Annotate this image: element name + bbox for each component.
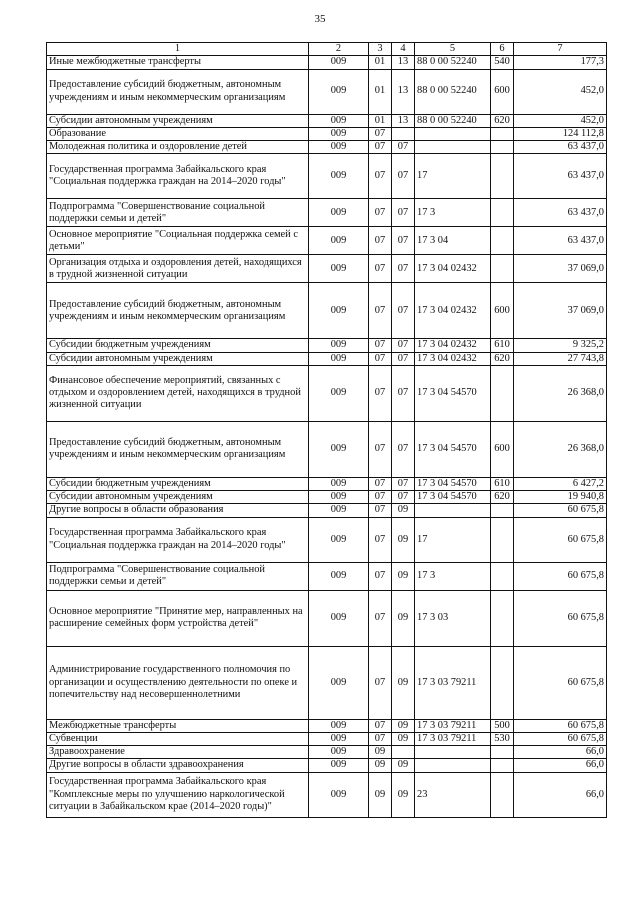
row-grbs-code: 009 [309, 491, 369, 504]
row-expense-type [491, 154, 514, 199]
row-section-code: 07 [369, 199, 392, 227]
table-header-row [47, 43, 607, 56]
table-row [47, 255, 607, 283]
row-target-article [415, 504, 491, 517]
table-row [47, 114, 607, 127]
table-row [47, 365, 607, 421]
row-name: Предоставление субсидий бюджетным, автономным учреждениям и иным некоммерческим организациям [47, 69, 309, 114]
row-grbs-code: 009 [309, 365, 369, 421]
row-target-article [415, 127, 491, 140]
row-section-code: 07 [369, 732, 392, 745]
row-name: Основное мероприятие "Принятие мер, направленных на расширение семейных форм устройства детей" [47, 590, 309, 646]
row-amount: 177,3 [514, 56, 607, 69]
row-subsection-code: 07 [392, 477, 415, 490]
row-target-article: 88 0 00 52240 [415, 69, 491, 114]
row-amount: 452,0 [514, 69, 607, 114]
row-expense-type [491, 504, 514, 517]
row-target-article: 17 3 [415, 199, 491, 227]
row-section-code: 07 [369, 421, 392, 477]
table-row [47, 562, 607, 590]
row-target-article [415, 746, 491, 759]
row-grbs-code: 009 [309, 719, 369, 732]
row-grbs-code: 009 [309, 56, 369, 69]
row-grbs-code: 009 [309, 339, 369, 352]
row-name: Субвенции [47, 732, 309, 745]
row-subsection-code: 09 [392, 732, 415, 745]
row-subsection-code [392, 127, 415, 140]
row-section-code: 07 [369, 227, 392, 255]
table-row [47, 772, 607, 817]
row-subsection-code: 09 [392, 504, 415, 517]
row-amount: 60 675,8 [514, 504, 607, 517]
page-number: 35 [314, 13, 326, 25]
row-name: Субсидии бюджетным учреждениям [47, 477, 309, 490]
row-section-code: 07 [369, 491, 392, 504]
row-target-article: 17 3 03 79211 [415, 732, 491, 745]
row-grbs-code: 009 [309, 127, 369, 140]
row-name: Молодежная политика и оздоровление детей [47, 141, 309, 154]
row-expense-type [491, 590, 514, 646]
row-name: Государственная программа Забайкальского края "Социальная поддержка граждан на 2014–2020 годы" [47, 154, 309, 199]
row-target-article: 88 0 00 52240 [415, 56, 491, 69]
row-section-code: 07 [369, 365, 392, 421]
row-expense-type: 620 [491, 352, 514, 365]
row-subsection-code: 09 [392, 646, 415, 719]
row-expense-type: 620 [491, 114, 514, 127]
table-row [47, 590, 607, 646]
row-amount: 60 675,8 [514, 646, 607, 719]
row-grbs-code: 009 [309, 759, 369, 772]
row-name: Другие вопросы в области образования [47, 504, 309, 517]
row-subsection-code: 09 [392, 562, 415, 590]
row-grbs-code: 009 [309, 114, 369, 127]
row-target-article: 88 0 00 52240 [415, 114, 491, 127]
row-subsection-code: 09 [392, 517, 415, 562]
row-expense-type [491, 365, 514, 421]
row-subsection-code: 13 [392, 114, 415, 127]
row-name: Подпрограмма "Совершенствование социальной поддержки семьи и детей" [47, 199, 309, 227]
row-section-code: 07 [369, 255, 392, 283]
row-expense-type: 600 [491, 283, 514, 339]
column-header: 7 [514, 43, 607, 56]
row-expense-type [491, 759, 514, 772]
row-subsection-code: 07 [392, 421, 415, 477]
row-target-article: 17 3 04 02432 [415, 352, 491, 365]
row-amount: 60 675,8 [514, 517, 607, 562]
row-subsection-code: 07 [392, 154, 415, 199]
row-name: Подпрограмма "Совершенствование социальной поддержки семьи и детей" [47, 562, 309, 590]
row-grbs-code: 009 [309, 590, 369, 646]
row-grbs-code: 009 [309, 141, 369, 154]
row-target-article: 17 3 [415, 562, 491, 590]
row-grbs-code: 009 [309, 421, 369, 477]
row-target-article: 17 3 04 02432 [415, 255, 491, 283]
row-subsection-code: 09 [392, 759, 415, 772]
table-row [47, 746, 607, 759]
row-grbs-code: 009 [309, 562, 369, 590]
row-expense-type [491, 127, 514, 140]
row-section-code: 07 [369, 283, 392, 339]
table-row [47, 227, 607, 255]
row-subsection-code: 07 [392, 199, 415, 227]
row-subsection-code: 07 [392, 491, 415, 504]
row-target-article: 17 3 03 79211 [415, 646, 491, 719]
row-target-article: 23 [415, 772, 491, 817]
row-amount: 63 437,0 [514, 199, 607, 227]
row-amount: 124 112,8 [514, 127, 607, 140]
column-header: 3 [369, 43, 392, 56]
row-name: Образование [47, 127, 309, 140]
row-grbs-code: 009 [309, 646, 369, 719]
row-grbs-code: 009 [309, 352, 369, 365]
table-row [47, 504, 607, 517]
row-name: Субсидии бюджетным учреждениям [47, 339, 309, 352]
row-section-code: 09 [369, 759, 392, 772]
row-name: Предоставление субсидий бюджетным, автономным учреждениям и иным некоммерческим организациям [47, 283, 309, 339]
row-subsection-code: 07 [392, 255, 415, 283]
row-expense-type: 530 [491, 732, 514, 745]
row-section-code: 09 [369, 772, 392, 817]
row-subsection-code: 13 [392, 56, 415, 69]
row-subsection-code: 09 [392, 772, 415, 817]
row-subsection-code: 07 [392, 352, 415, 365]
row-expense-type: 540 [491, 56, 514, 69]
row-target-article [415, 759, 491, 772]
row-section-code: 07 [369, 719, 392, 732]
row-section-code: 07 [369, 154, 392, 199]
column-header: 2 [309, 43, 369, 56]
row-target-article: 17 3 04 02432 [415, 283, 491, 339]
row-target-article: 17 3 03 79211 [415, 719, 491, 732]
row-amount: 37 069,0 [514, 283, 607, 339]
row-amount: 60 675,8 [514, 719, 607, 732]
row-subsection-code: 07 [392, 141, 415, 154]
table-row [47, 199, 607, 227]
row-expense-type: 610 [491, 339, 514, 352]
row-grbs-code: 009 [309, 732, 369, 745]
row-amount: 9 325,2 [514, 339, 607, 352]
table-row [47, 719, 607, 732]
row-name: Субсидии автономным учреждениям [47, 491, 309, 504]
row-section-code: 01 [369, 56, 392, 69]
table-row [47, 421, 607, 477]
row-expense-type: 600 [491, 69, 514, 114]
table-row [47, 759, 607, 772]
row-target-article: 17 [415, 517, 491, 562]
row-grbs-code: 009 [309, 255, 369, 283]
row-expense-type [491, 772, 514, 817]
table-row [47, 339, 607, 352]
row-expense-type [491, 646, 514, 719]
row-amount: 63 437,0 [514, 141, 607, 154]
table-row [47, 477, 607, 490]
row-name: Межбюджетные трансферты [47, 719, 309, 732]
row-target-article [415, 141, 491, 154]
row-amount: 26 368,0 [514, 365, 607, 421]
row-subsection-code: 07 [392, 227, 415, 255]
row-grbs-code: 009 [309, 517, 369, 562]
row-expense-type [491, 255, 514, 283]
row-amount: 37 069,0 [514, 255, 607, 283]
row-target-article: 17 [415, 154, 491, 199]
row-section-code: 07 [369, 141, 392, 154]
row-expense-type: 610 [491, 477, 514, 490]
row-amount: 60 675,8 [514, 562, 607, 590]
budget-table [46, 42, 607, 818]
row-subsection-code [392, 746, 415, 759]
row-target-article: 17 3 03 [415, 590, 491, 646]
row-name: Финансовое обеспечение мероприятий, связанных с отдыхом и оздоровлением детей, находящихся в трудной жизненной ситуации [47, 365, 309, 421]
row-name: Основное мероприятие "Социальная поддержка семей с детьми" [47, 227, 309, 255]
row-target-article: 17 3 04 [415, 227, 491, 255]
row-name: Государственная программа Забайкальского края "Комплексные меры по улучшению наркологической ситуации в Забайкальском крае (2014–2020 годы)" [47, 772, 309, 817]
row-amount: 66,0 [514, 746, 607, 759]
table-row [47, 127, 607, 140]
row-amount: 66,0 [514, 759, 607, 772]
row-amount: 66,0 [514, 772, 607, 817]
row-section-code: 07 [369, 339, 392, 352]
table-row [47, 56, 607, 69]
row-amount: 26 368,0 [514, 421, 607, 477]
row-name: Предоставление субсидий бюджетным, автономным учреждениям и иным некоммерческим организациям [47, 421, 309, 477]
table-body [47, 56, 607, 817]
row-expense-type [491, 562, 514, 590]
row-amount: 27 743,8 [514, 352, 607, 365]
row-section-code: 07 [369, 504, 392, 517]
row-subsection-code: 07 [392, 339, 415, 352]
row-section-code: 07 [369, 590, 392, 646]
row-expense-type [491, 517, 514, 562]
row-section-code: 01 [369, 114, 392, 127]
row-target-article: 17 3 04 02432 [415, 339, 491, 352]
row-expense-type [491, 141, 514, 154]
row-amount: 6 427,2 [514, 477, 607, 490]
column-header: 5 [415, 43, 491, 56]
row-target-article: 17 3 04 54570 [415, 421, 491, 477]
column-header: 6 [491, 43, 514, 56]
column-header: 1 [47, 43, 309, 56]
row-target-article: 17 3 04 54570 [415, 477, 491, 490]
row-section-code: 07 [369, 352, 392, 365]
table-row [47, 352, 607, 365]
row-grbs-code: 009 [309, 477, 369, 490]
row-subsection-code: 07 [392, 365, 415, 421]
row-name: Государственная программа Забайкальского края "Социальная поддержка граждан на 2014–2020 годы" [47, 517, 309, 562]
row-grbs-code: 009 [309, 227, 369, 255]
row-grbs-code: 009 [309, 746, 369, 759]
row-target-article: 17 3 04 54570 [415, 491, 491, 504]
row-name: Организация отдыха и оздоровления детей, находящихся в трудной жизненной ситуации [47, 255, 309, 283]
table-row [47, 491, 607, 504]
row-grbs-code: 009 [309, 69, 369, 114]
row-expense-type: 600 [491, 421, 514, 477]
row-section-code: 01 [369, 69, 392, 114]
row-section-code: 07 [369, 477, 392, 490]
row-amount: 19 940,8 [514, 491, 607, 504]
row-section-code: 09 [369, 746, 392, 759]
row-subsection-code: 13 [392, 69, 415, 114]
row-expense-type: 500 [491, 719, 514, 732]
row-grbs-code: 009 [309, 772, 369, 817]
row-name: Другие вопросы в области здравоохранения [47, 759, 309, 772]
row-grbs-code: 009 [309, 199, 369, 227]
row-section-code: 07 [369, 127, 392, 140]
column-header: 4 [392, 43, 415, 56]
row-expense-type [491, 199, 514, 227]
row-amount: 452,0 [514, 114, 607, 127]
table-row [47, 646, 607, 719]
row-expense-type: 620 [491, 491, 514, 504]
row-name: Субсидии автономным учреждениям [47, 114, 309, 127]
table-row [47, 517, 607, 562]
row-grbs-code: 009 [309, 154, 369, 199]
row-name: Здравоохранение [47, 746, 309, 759]
row-name: Администрирование государственного полномочия по организации и осуществлению деятельности по опеке и попечительству над несовершеннолетними [47, 646, 309, 719]
row-subsection-code: 07 [392, 283, 415, 339]
row-target-article: 17 3 04 54570 [415, 365, 491, 421]
table-row [47, 69, 607, 114]
row-name: Субсидии автономным учреждениям [47, 352, 309, 365]
row-section-code: 07 [369, 562, 392, 590]
row-section-code: 07 [369, 646, 392, 719]
table-row [47, 141, 607, 154]
row-expense-type [491, 746, 514, 759]
row-grbs-code: 009 [309, 283, 369, 339]
row-subsection-code: 09 [392, 590, 415, 646]
table-row [47, 283, 607, 339]
row-grbs-code: 009 [309, 504, 369, 517]
row-amount: 60 675,8 [514, 732, 607, 745]
row-amount: 63 437,0 [514, 227, 607, 255]
row-amount: 63 437,0 [514, 154, 607, 199]
row-subsection-code: 09 [392, 719, 415, 732]
row-amount: 60 675,8 [514, 590, 607, 646]
table-row [47, 732, 607, 745]
table-row [47, 154, 607, 199]
row-section-code: 07 [369, 517, 392, 562]
row-expense-type [491, 227, 514, 255]
row-name: Иные межбюджетные трансферты [47, 56, 309, 69]
